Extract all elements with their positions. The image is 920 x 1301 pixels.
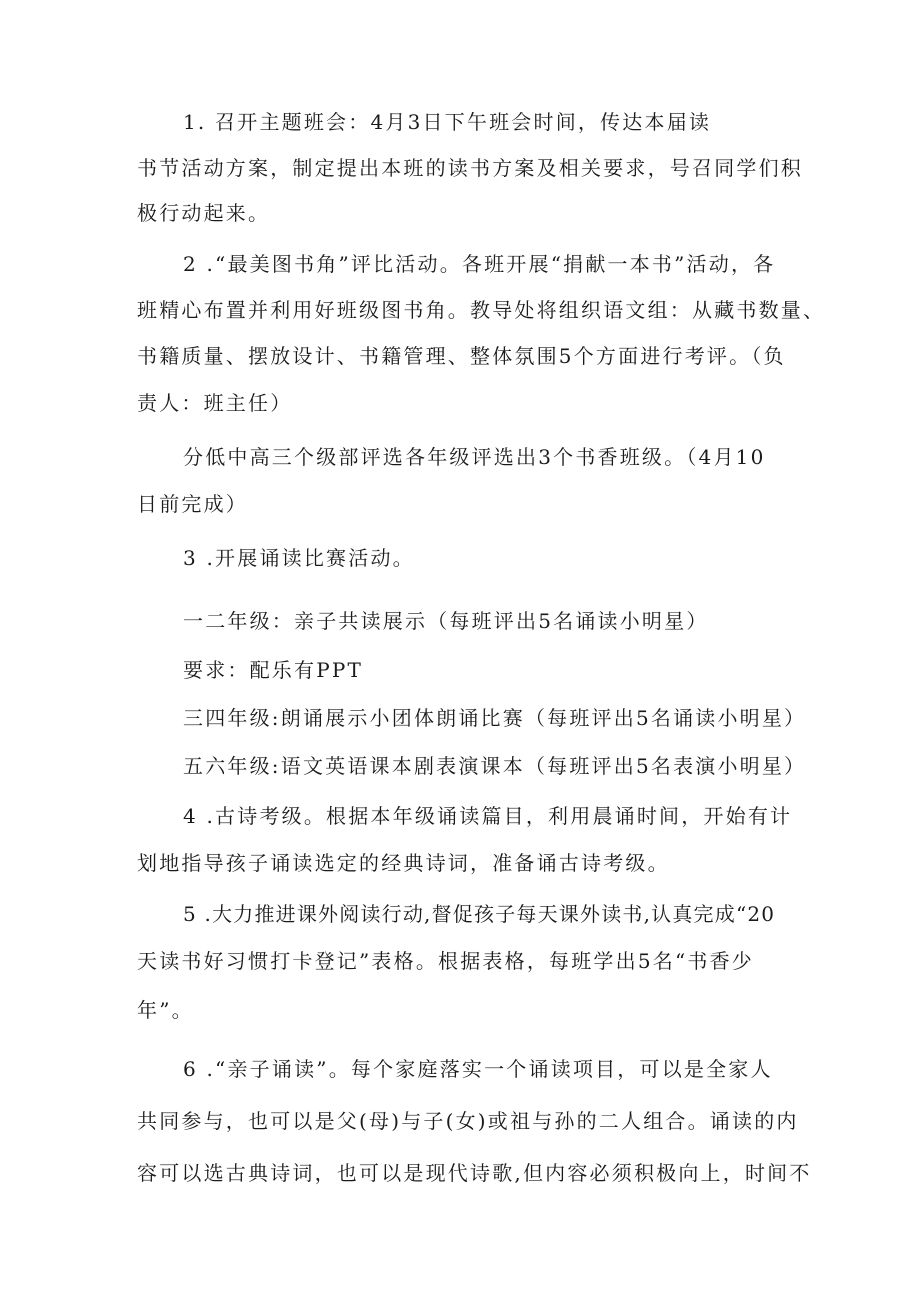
paragraph-2-line-4: 责人：班主任） — [137, 391, 293, 415]
paragraph-7-line-1: 三四年级:朗诵展示小团体朗诵比赛（每班评出5名诵读小明星） — [183, 706, 807, 730]
paragraph-4-line-1: 3 .开展诵读比赛活动。 — [183, 546, 415, 570]
paragraph-6-line-1: 要求：配乐有PPT — [183, 658, 364, 682]
paragraph-11-line-2: 共同参与，也可以是父(母)与子(女)或祖与孙的二人组合。诵读的内 — [137, 1109, 799, 1133]
paragraph-11-line-1: 6 .“亲子诵读”。每个家庭落实一个诵读项目，可以是全家人 — [183, 1057, 773, 1081]
paragraph-10-line-1: 5 .大力推进课外阅读行动,督促孩子每天课外读书,认真完成“20 — [183, 902, 776, 926]
paragraph-1-line-2: 书节活动方案，制定提出本班的读书方案及相关要求，号召同学们积 — [137, 156, 803, 180]
paragraph-2-line-2: 班精心布置并利用好班级图书角。教导处将组织语文组：从藏书数量、 — [137, 298, 826, 322]
paragraph-3-line-1: 分低中高三个级部评选各年级评选出3个书香班级。（4月10 — [183, 445, 766, 469]
paragraph-11-line-3: 容可以选古典诗词，也可以是现代诗歌,但内容必须积极向上，时间不 — [137, 1161, 812, 1185]
paragraph-9-line-1: 4 .古诗考级。根据本年级诵读篇目，利用晨诵时间，开始有计 — [183, 804, 793, 828]
paragraph-9-line-2: 划地指导孩子诵读选定的经典诗词，准备诵古诗考级。 — [137, 851, 670, 875]
paragraph-2-line-1: 2 .“最美图书角”评比活动。各班开展“捐献一本书”活动，各 — [183, 252, 776, 276]
paragraph-2-line-3: 书籍质量、摆放设计、书籍管理、整体氛围5个方面进行考评。（负 — [137, 344, 786, 368]
paragraph-3-line-2: 日前完成） — [137, 492, 248, 516]
paragraph-5-line-1: 一二年级：亲子共读展示（每班评出5名诵读小明星） — [183, 609, 709, 633]
paragraph-1-line-3: 极行动起来。 — [137, 201, 271, 225]
paragraph-1-line-1: 1. 召开主题班会：4月3日下午班会时间，传达本届读 — [183, 110, 712, 134]
paragraph-10-line-3: 年”。 — [137, 998, 194, 1022]
paragraph-10-line-2: 天读书好习惯打卡登记”表格。根据表格，每班学出5名“书香少 — [137, 949, 754, 973]
paragraph-8-line-1: 五六年级:语文英语课本剧表演课本（每班评出5名表演小明星） — [183, 754, 807, 778]
